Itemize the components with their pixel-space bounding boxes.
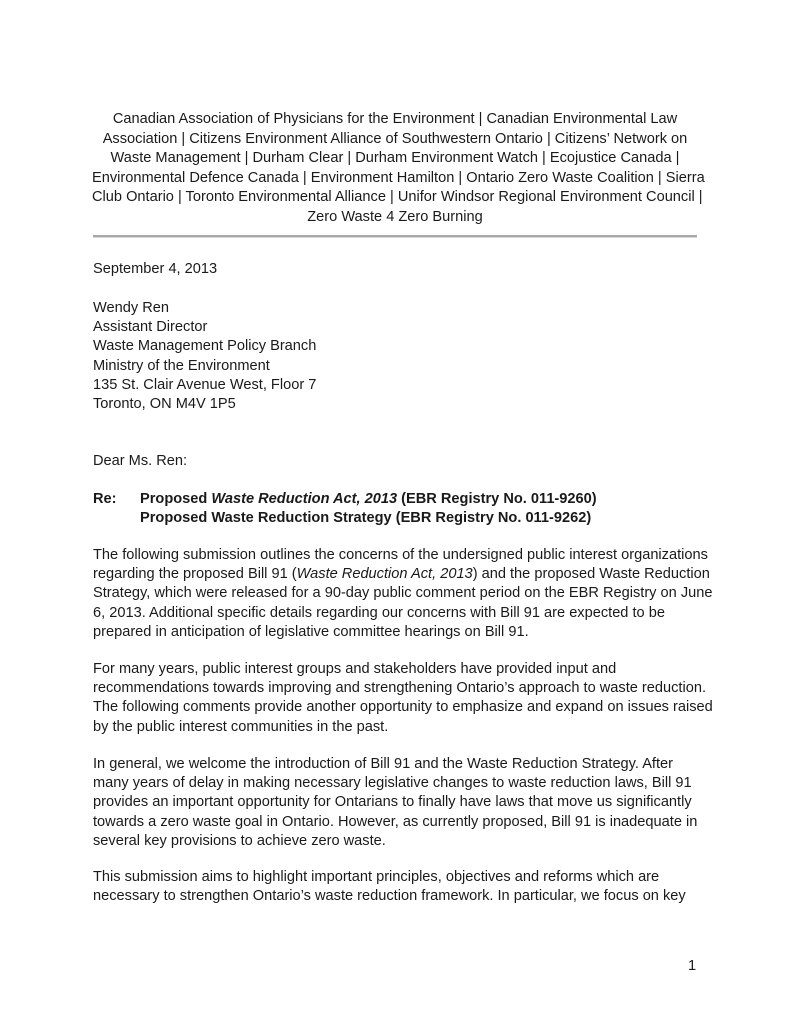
paragraph-line [93,565,710,584]
subject-label-spacer [93,509,140,528]
recipient-street: 135 St. Clair Avenue West, Floor 7 [93,376,317,393]
letterhead [92,110,705,228]
letterhead-line: Canadian Association of Physicians for the Environment | Canadian Environmental Law [112,111,678,127]
paragraph-line: This submission aims to highlight important principles, objectives and reforms which are [93,869,660,885]
paragraph-line: The following comments provide another opportunity to emphasize and expand on issues raised [93,699,713,716]
act-title: Waste Reduction Act, 2013 [296,566,473,583]
page-number: 1 [688,958,697,974]
paragraph-line: The following submission outlines the concerns of the undersigned public interest organizations [93,547,708,563]
paragraph-line: recommendations towards improving and strengthening Ontario’s approach to waste reduction. [93,680,707,697]
paragraph-line: In general, we welcome the introduction of Bill 91 and the Waste Reduction Strategy. After [93,756,674,772]
paragraph-line: by the public interest communities in the past. [93,718,389,735]
paragraph-line: For many years, public interest groups and stakeholders have provided input and [93,661,617,677]
subject-text: Proposed [140,491,212,507]
paragraph-line: several key provisions to achieve zero waste. [93,832,386,849]
subject-line-1 [140,490,597,509]
subject-label: Re: [93,491,117,507]
recipient-title: Assistant Director [93,319,208,336]
paragraph-line: necessary to strengthen Ontario’s waste reduction framework. In particular, we focus on key [93,888,686,905]
letterhead-line: Waste Management | Durham Clear | Durham Environment Watch | Ecojustice Canada | [110,150,680,167]
recipient-branch: Waste Management Policy Branch [93,338,317,355]
paragraph-text: regarding the proposed Bill 91 ( [93,566,297,583]
salutation: Dear Ms. Ren: [93,453,188,469]
paragraph-line: prepared in anticipation of legislative committee hearings on Bill 91. [93,623,529,640]
paragraph-line: provides an important opportunity for Ontarians to finally have laws that move us significantly [93,794,692,811]
act-title: Waste Reduction Act, 2013 [211,491,398,507]
paragraph-line: Strategy, which were released for a 90-day public comment period on the EBR Registry on June [93,585,713,602]
letterhead-line: Environmental Defence Canada | Environment Hamilton | Ontario Zero Waste Coalition | Sierra [92,169,705,186]
recipient-ministry: Ministry of the Environment [93,357,270,374]
paragraph-general [93,755,705,851]
recipient-address [93,299,705,414]
subject-text: (EBR Registry No. 011-9260) [397,491,597,507]
recipient-city: Toronto, ON M4V 1P5 [93,396,236,413]
letterhead-line: Club Ontario | Toronto Environmental Alliance | Unifor Windsor Regional Environment Council | [92,189,703,206]
paragraph-line: many years of delay in making necessary legislative changes to waste reduction laws, Bill 91 [93,775,692,792]
paragraph-aims [93,868,705,906]
paragraph-history [93,660,713,737]
paragraph-line: 6, 2013. Additional specific details regarding our concerns with Bill 91 are expected to be [93,604,665,621]
letterhead-line: Association | Citizens Environment Alliance of Southwestern Ontario | Citizens’ Network on [102,130,688,147]
recipient-name: Wendy Ren [93,300,169,316]
paragraph-line: towards a zero waste goal in Ontario. However, as currently proposed, Bill 91 is inadequate in [93,813,698,830]
subject-line-2: Proposed Waste Reduction Strategy (EBR Registry No. 011-9262) [140,510,592,527]
subject-line [93,490,705,528]
paragraph-text: ) and the proposed Waste Reduction [472,566,710,583]
paragraph-intro [93,546,713,642]
letterhead-line: Zero Waste 4 Zero Burning [307,208,483,225]
header-divider [93,235,697,238]
letter-date: September 4, 2013 [93,261,218,277]
